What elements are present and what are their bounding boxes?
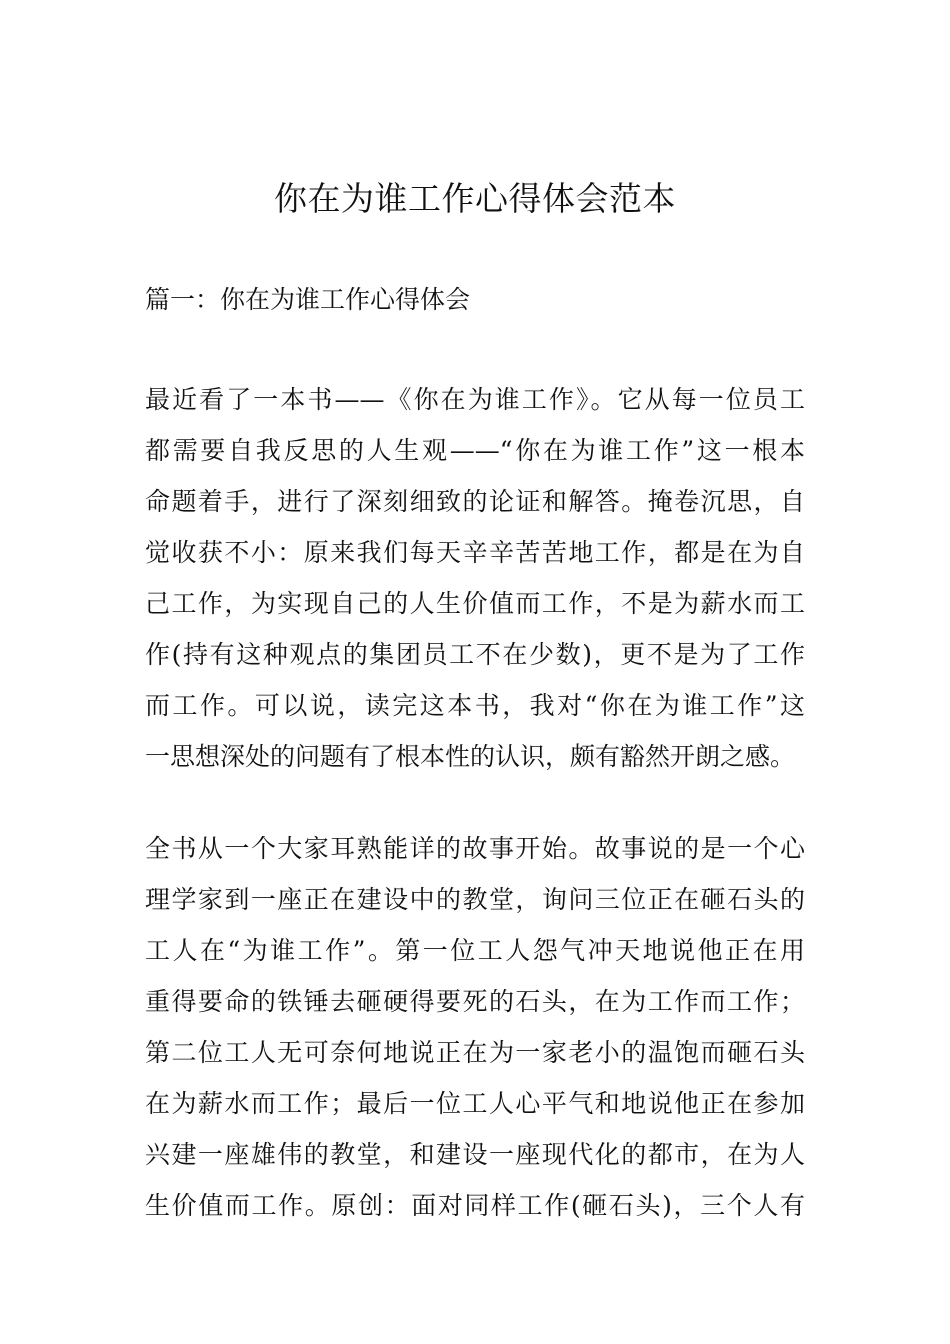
paragraph-line: 而工作。可以说，读完这本书，我对“你在为谁工作”这 [145,691,805,720]
paragraph-line: 觉收获不小：原来我们每天辛辛苦苦地工作，都是在为自 [145,538,805,567]
paragraph-line: 兴建一座雄伟的教堂，和建设一座现代化的都市，在为人 [145,1140,805,1169]
paragraph-2 [145,823,805,1231]
paragraph-line: 都需要自我反思的人生观——“你在为谁工作”这一根本 [145,436,805,465]
paragraph-line: 理学家到一座正在建设中的教堂，询问三位正在砸石头的 [145,885,805,914]
paragraph-line: 命题着手，进行了深刻细致的论证和解答。掩卷沉思，自 [145,487,805,516]
paragraph-1 [145,374,805,782]
paragraph-line: 作(持有这种观点的集团员工不在少数)，更不是为了工作 [145,640,805,669]
section-heading: 篇一：你在为谁工作心得体会 [145,285,471,314]
paragraph-line: 己工作，为实现自己的人生价值而工作，不是为薪水而工 [145,589,805,618]
paragraph-line: 最近看了一本书——《你在为谁工作》。它从每一位员工 [145,385,805,414]
document-title: 你在为谁工作心得体会范本 [274,179,676,218]
paragraph-line: 重得要命的铁锤去砸硬得要死的石头，在为工作而工作； [145,987,805,1016]
paragraph-line: 一思想深处的问题有了根本性的认识，颇有豁然开朗之感。 [145,742,796,771]
paragraph-line: 生价值而工作。原创：面对同样工作(砸石头)，三个人有 [145,1191,805,1220]
paragraph-line: 在为薪水而工作；最后一位工人心平气和地说他正在参加 [145,1089,805,1118]
paragraph-line: 工人在“为谁工作”。第一位工人怨气冲天地说他正在用 [145,936,805,965]
paragraph-line: 全书从一个大家耳熟能详的故事开始。故事说的是一个心 [145,834,805,863]
paragraph-line: 第二位工人无可奈何地说正在为一家老小的温饱而砸石头 [145,1038,805,1067]
